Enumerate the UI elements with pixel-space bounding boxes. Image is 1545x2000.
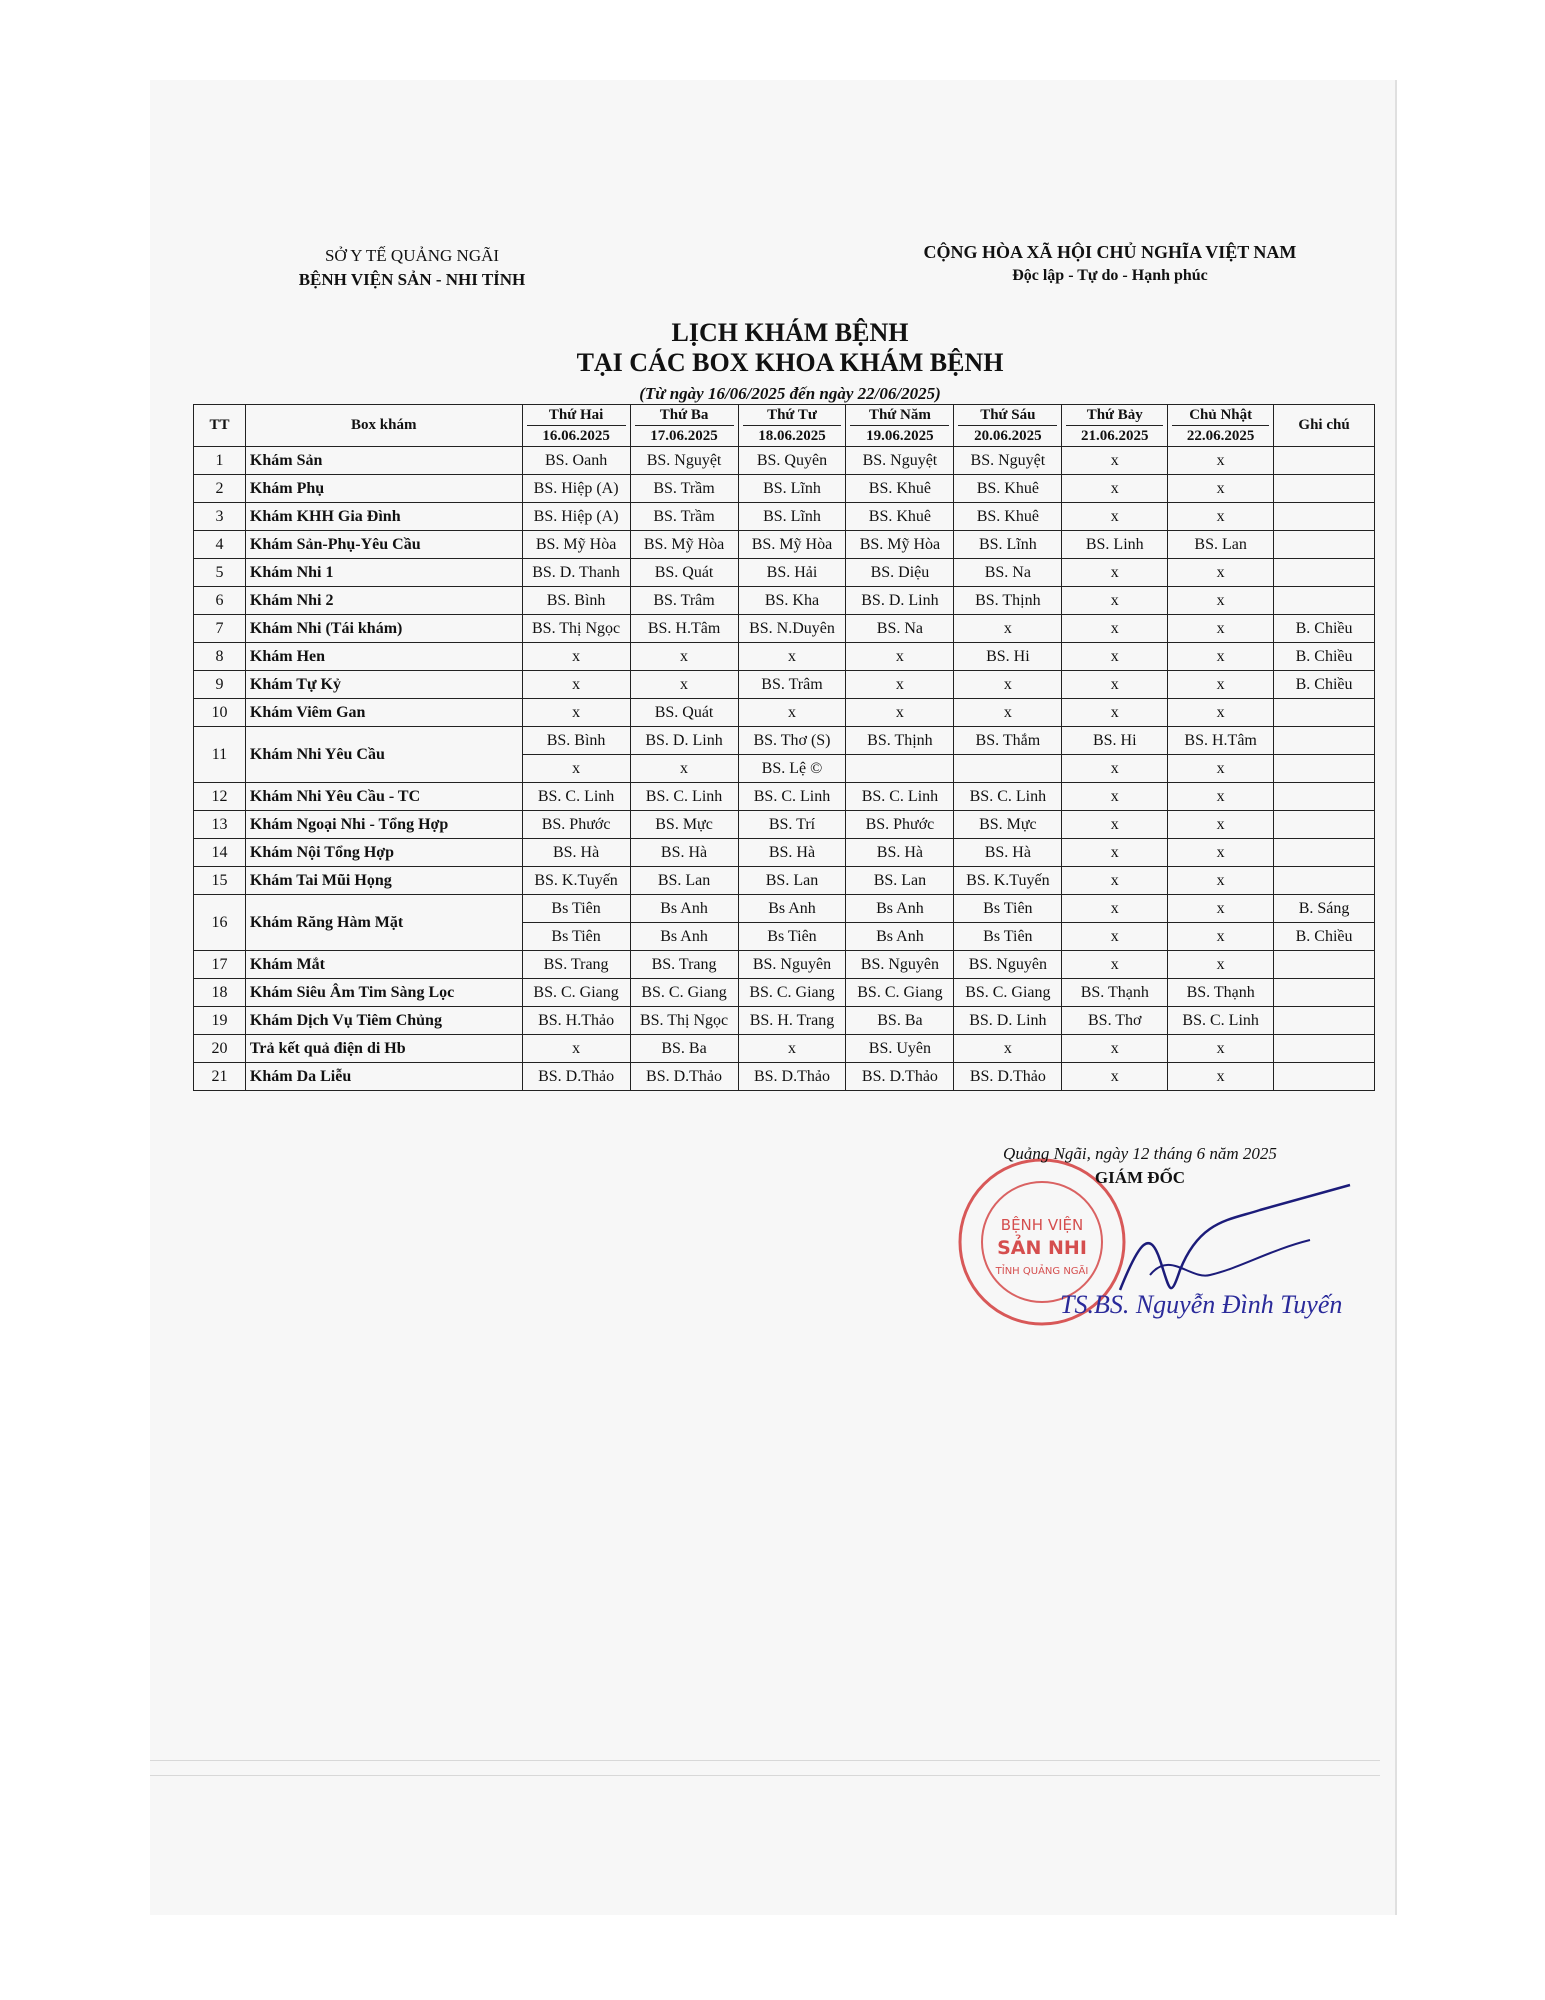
schedule-cell: Bs Anh <box>738 895 846 923</box>
schedule-cell: BS. Nguyệt <box>630 447 738 475</box>
schedule-cell: x <box>1062 867 1168 895</box>
schedule-cell: Bs Anh <box>630 895 738 923</box>
schedule-cell: BS. Lĩnh <box>738 475 846 503</box>
schedule-cell: x <box>522 643 630 671</box>
schedule-cell: BS. D.Thảo <box>738 1063 846 1091</box>
table-row <box>194 447 1375 475</box>
schedule-cell: BS. C. Linh <box>738 783 846 811</box>
schedule-cell: BS. Mỹ Hòa <box>630 531 738 559</box>
schedule-cell: x <box>738 1035 846 1063</box>
day-label: Thứ Sáu <box>980 407 1036 423</box>
note-cell <box>1274 531 1375 559</box>
header-right <box>880 240 1340 288</box>
schedule-cell: x <box>954 671 1062 699</box>
row-number: 7 <box>194 615 246 643</box>
schedule-cell: x <box>630 671 738 699</box>
header-day-7 <box>1168 405 1274 447</box>
day-label: Thứ Hai <box>548 407 604 423</box>
table-row <box>194 1007 1375 1035</box>
schedule-cell: BS. Lệ © <box>738 755 846 783</box>
row-number: 21 <box>194 1063 246 1091</box>
row-number: 17 <box>194 951 246 979</box>
national-motto: Độc lập - Tự do - Hạnh phúc <box>1012 267 1208 284</box>
schedule-cell: x <box>1062 755 1168 783</box>
schedule-cell: BS. Nguyệt <box>954 447 1062 475</box>
schedule-cell: BS. Quát <box>630 699 738 727</box>
schedule-cell: BS. Oanh <box>522 447 630 475</box>
schedule-cell: BS. D.Thảo <box>522 1063 630 1091</box>
table-row <box>194 587 1375 615</box>
schedule-cell: BS. Hiệp (A) <box>522 503 630 531</box>
schedule-cell: BS. Lan <box>630 867 738 895</box>
schedule-cell: Bs Tiên <box>954 923 1062 951</box>
schedule-cell: BS. D.Thảo <box>630 1063 738 1091</box>
schedule-cell: Bs Tiên <box>522 923 630 951</box>
schedule-cell: x <box>1168 951 1274 979</box>
schedule-cell: x <box>1168 867 1274 895</box>
schedule-cell: x <box>630 755 738 783</box>
table-row <box>194 839 1375 867</box>
header-day-1 <box>522 405 630 447</box>
note-cell: B. Chiều <box>1274 643 1375 671</box>
schedule-cell: BS. Hi <box>1062 727 1168 755</box>
schedule-cell: BS. C. Giang <box>846 979 954 1007</box>
schedule-cell: BS. Thị Ngọc <box>522 615 630 643</box>
table-row <box>194 895 1375 923</box>
note-cell <box>1274 727 1375 755</box>
schedule-cell: x <box>522 755 630 783</box>
table-row <box>194 867 1375 895</box>
schedule-cell: BS. Khuê <box>954 503 1062 531</box>
schedule-cell: BS. Phước <box>846 811 954 839</box>
schedule-cell: x <box>1168 503 1274 531</box>
box-name: Khám Sản-Phụ-Yêu Cầu <box>245 531 522 559</box>
schedule-cell: BS. Trầm <box>630 503 738 531</box>
faint-divider <box>150 1760 1380 1761</box>
box-name: Khám Nhi 2 <box>245 587 522 615</box>
row-number: 11 <box>194 727 246 783</box>
box-name: Khám Nhi Yêu Cầu - TC <box>245 783 522 811</box>
schedule-cell: BS. Trí <box>738 811 846 839</box>
schedule-cell: BS. Thắm <box>954 727 1062 755</box>
note-cell <box>1274 783 1375 811</box>
schedule-cell: BS. Thịnh <box>846 727 954 755</box>
header-day-6 <box>1062 405 1168 447</box>
schedule-cell: x <box>846 699 954 727</box>
note-cell <box>1274 1035 1375 1063</box>
schedule-table <box>193 404 1375 1091</box>
schedule-cell: BS. Nguyệt <box>846 447 954 475</box>
schedule-cell: BS. Lĩnh <box>738 503 846 531</box>
day-date: 17.06.2025 <box>635 425 734 446</box>
signer-role: GIÁM ĐỐC <box>1094 1168 1186 1187</box>
schedule-cell: BS. Diệu <box>846 559 954 587</box>
date-range: (Từ ngày 16/06/2025 đến ngày 22/06/2025) <box>639 384 941 403</box>
schedule-cell: BS. D. Linh <box>954 1007 1062 1035</box>
signer-name: TS.BS. Nguyễn Đình Tuyến <box>1060 1290 1343 1319</box>
schedule-cell: x <box>954 699 1062 727</box>
note-cell <box>1274 951 1375 979</box>
header-left <box>262 244 562 292</box>
schedule-cell: x <box>954 1035 1062 1063</box>
row-number: 19 <box>194 1007 246 1035</box>
schedule-cell: BS. Trang <box>522 951 630 979</box>
header-tt: TT <box>194 405 246 447</box>
schedule-cell: BS. Hà <box>630 839 738 867</box>
schedule-cell: x <box>1168 587 1274 615</box>
row-number: 3 <box>194 503 246 531</box>
box-name: Trả kết quả điện di Hb <box>245 1035 522 1063</box>
schedule-cell: x <box>1168 755 1274 783</box>
schedule-cell: BS. D. Linh <box>630 727 738 755</box>
schedule-cell: BS. D. Linh <box>846 587 954 615</box>
schedule-cell: x <box>630 643 738 671</box>
schedule-cell: BS. C. Giang <box>954 979 1062 1007</box>
schedule-cell: BS. Thạnh <box>1168 979 1274 1007</box>
schedule-cell: x <box>1168 447 1274 475</box>
schedule-cell: x <box>1062 1035 1168 1063</box>
day-label: Thứ Tư <box>767 407 817 423</box>
schedule-cell: BS. Hà <box>954 839 1062 867</box>
box-name: Khám Sản <box>245 447 522 475</box>
table-row <box>194 1063 1375 1091</box>
schedule-cell: x <box>1168 839 1274 867</box>
schedule-cell: BS. Phước <box>522 811 630 839</box>
table-row <box>194 951 1375 979</box>
table-row <box>194 699 1375 727</box>
schedule-cell: x <box>954 615 1062 643</box>
schedule-cell: x <box>1062 615 1168 643</box>
schedule-cell: BS. C. Giang <box>522 979 630 1007</box>
schedule-cell: BS. D. Thanh <box>522 559 630 587</box>
schedule-cell: BS. D.Thảo <box>846 1063 954 1091</box>
schedule-cell: x <box>1168 783 1274 811</box>
schedule-cell: x <box>1168 643 1274 671</box>
note-cell <box>1274 587 1375 615</box>
note-cell <box>1274 559 1375 587</box>
schedule-cell: BS. Trâm <box>738 671 846 699</box>
note-cell <box>1274 447 1375 475</box>
schedule-cell: x <box>1062 951 1168 979</box>
schedule-cell: BS. Thịnh <box>954 587 1062 615</box>
header-day-2 <box>630 405 738 447</box>
table-row <box>194 811 1375 839</box>
table-row <box>194 783 1375 811</box>
box-name: Khám Tai Mũi Họng <box>245 867 522 895</box>
schedule-cell: BS. Ba <box>630 1035 738 1063</box>
schedule-cell: BS. Hi <box>954 643 1062 671</box>
row-number: 18 <box>194 979 246 1007</box>
schedule-cell: BS. Hiệp (A) <box>522 475 630 503</box>
row-number: 20 <box>194 1035 246 1063</box>
schedule-cell: BS. Na <box>954 559 1062 587</box>
schedule-cell: BS. C. Linh <box>522 783 630 811</box>
note-cell: B. Chiều <box>1274 923 1375 951</box>
schedule-cell: BS. K.Tuyến <box>954 867 1062 895</box>
schedule-cell: BS. Mỹ Hòa <box>522 531 630 559</box>
table-header-row <box>194 405 1375 447</box>
table-row <box>194 727 1375 755</box>
svg-text:SẢN NHI: SẢN NHI <box>997 1237 1087 1259</box>
table-row <box>194 475 1375 503</box>
schedule-cell: Bs Anh <box>846 895 954 923</box>
schedule-cell: x <box>1062 475 1168 503</box>
schedule-cell: Bs Tiên <box>738 923 846 951</box>
schedule-cell: x <box>1062 559 1168 587</box>
note-cell: B. Chiều <box>1274 615 1375 643</box>
note-cell <box>1274 979 1375 1007</box>
row-number: 5 <box>194 559 246 587</box>
table-row <box>194 559 1375 587</box>
schedule-cell: BS. Thạnh <box>1062 979 1168 1007</box>
faint-divider <box>150 1775 1380 1776</box>
schedule-cell: BS. Khuê <box>954 475 1062 503</box>
note-cell <box>1274 1063 1375 1091</box>
schedule-cell: x <box>522 671 630 699</box>
department-name: SỞ Y TẾ QUẢNG NGÃI <box>324 246 500 265</box>
day-date: 19.06.2025 <box>850 425 949 446</box>
national-title: CỘNG HÒA XÃ HỘI CHỦ NGHĨA VIỆT NAM <box>923 242 1297 262</box>
row-number: 15 <box>194 867 246 895</box>
place-date: Quảng Ngãi, ngày 12 tháng 6 năm 2025 <box>1003 1144 1277 1163</box>
row-number: 13 <box>194 811 246 839</box>
note-cell <box>1274 811 1375 839</box>
schedule-cell: BS. Mực <box>630 811 738 839</box>
box-name: Khám Nội Tổng Hợp <box>245 839 522 867</box>
schedule-cell: x <box>738 699 846 727</box>
table-row <box>194 671 1375 699</box>
schedule-cell: x <box>1062 699 1168 727</box>
schedule-cell: BS. K.Tuyến <box>522 867 630 895</box>
table-row <box>194 979 1375 1007</box>
row-number: 9 <box>194 671 246 699</box>
row-number: 12 <box>194 783 246 811</box>
schedule-cell: x <box>1062 783 1168 811</box>
schedule-cell: BS. Mỹ Hòa <box>846 531 954 559</box>
schedule-cell: BS. N.Duyên <box>738 615 846 643</box>
day-date: 18.06.2025 <box>743 425 842 446</box>
schedule-cell: x <box>1062 671 1168 699</box>
schedule-cell: x <box>522 699 630 727</box>
schedule-cell: x <box>1168 699 1274 727</box>
note-cell <box>1274 699 1375 727</box>
schedule-cell: BS. H.Thảo <box>522 1007 630 1035</box>
header-day-5 <box>954 405 1062 447</box>
schedule-cell: x <box>1062 587 1168 615</box>
schedule-cell: x <box>1062 923 1168 951</box>
schedule-cell: BS. H.Tâm <box>630 615 738 643</box>
schedule-cell: BS. C. Linh <box>630 783 738 811</box>
schedule-cell: BS. H.Tâm <box>1168 727 1274 755</box>
schedule-cell: BS. Trâm <box>630 587 738 615</box>
note-cell <box>1274 1007 1375 1035</box>
document-title <box>470 318 1110 378</box>
note-cell <box>1274 839 1375 867</box>
schedule-cell: BS. Nguyên <box>846 951 954 979</box>
box-name: Khám Nhi Yêu Cầu <box>245 727 522 783</box>
signature-block <box>960 1142 1320 1190</box>
schedule-cell: x <box>1168 559 1274 587</box>
schedule-cell: BS. Nguyên <box>954 951 1062 979</box>
day-date: 21.06.2025 <box>1066 425 1163 446</box>
schedule-cell: BS. Nguyên <box>738 951 846 979</box>
schedule-cell: BS. Kha <box>738 587 846 615</box>
row-number: 2 <box>194 475 246 503</box>
day-date: 16.06.2025 <box>527 425 626 446</box>
schedule-cell: x <box>1062 811 1168 839</box>
schedule-cell: Bs Anh <box>630 923 738 951</box>
schedule-cell: BS. Hà <box>738 839 846 867</box>
schedule-cell: BS. C. Linh <box>1168 1007 1274 1035</box>
schedule-cell: Bs Tiên <box>522 895 630 923</box>
schedule-cell: BS. H. Trang <box>738 1007 846 1035</box>
schedule-cell: BS. Na <box>846 615 954 643</box>
schedule-cell: BS. Lan <box>1168 531 1274 559</box>
schedule-cell: BS. Ba <box>846 1007 954 1035</box>
schedule-cell: BS. Lan <box>738 867 846 895</box>
row-number: 10 <box>194 699 246 727</box>
title-line-2: TẠI CÁC BOX KHOA KHÁM BỆNH <box>576 348 1004 377</box>
day-label: Thứ Năm <box>868 407 931 423</box>
schedule-cell: BS. C. Linh <box>846 783 954 811</box>
box-name: Khám Răng Hàm Mặt <box>245 895 522 951</box>
schedule-cell: BS. Trang <box>630 951 738 979</box>
day-date: 20.06.2025 <box>958 425 1057 446</box>
row-number: 14 <box>194 839 246 867</box>
schedule-cell: x <box>846 643 954 671</box>
schedule-cell: BS. Bình <box>522 587 630 615</box>
schedule-cell: x <box>1062 1063 1168 1091</box>
schedule-cell: BS. Lĩnh <box>954 531 1062 559</box>
row-number: 4 <box>194 531 246 559</box>
schedule-cell: x <box>846 671 954 699</box>
schedule-cell: BS. Khuê <box>846 503 954 531</box>
box-name: Khám Viêm Gan <box>245 699 522 727</box>
header-day-3 <box>738 405 846 447</box>
box-name: Khám Mắt <box>245 951 522 979</box>
schedule-cell: BS. Khuê <box>846 475 954 503</box>
box-name: Khám Da Liễu <box>245 1063 522 1091</box>
box-name: Khám Hen <box>245 643 522 671</box>
row-number: 6 <box>194 587 246 615</box>
box-name: Khám Tự Kỷ <box>245 671 522 699</box>
schedule-cell: BS. Mỹ Hòa <box>738 531 846 559</box>
box-name: Khám Nhi (Tái khám) <box>245 615 522 643</box>
schedule-cell: BS. D.Thảo <box>954 1063 1062 1091</box>
schedule-cell: x <box>1062 447 1168 475</box>
schedule-cell: x <box>1168 615 1274 643</box>
schedule-cell: Bs Anh <box>846 923 954 951</box>
schedule-cell: BS. Quyên <box>738 447 846 475</box>
box-name: Khám Phụ <box>245 475 522 503</box>
day-label: Thứ Ba <box>659 407 709 423</box>
schedule-cell: x <box>738 643 846 671</box>
box-name: Khám KHH Gia Đình <box>245 503 522 531</box>
note-cell: B. Chiều <box>1274 671 1375 699</box>
schedule-cell: BS. Thị Ngọc <box>630 1007 738 1035</box>
table-row <box>194 503 1375 531</box>
schedule-cell: BS. Lan <box>846 867 954 895</box>
schedule-cell <box>954 755 1062 783</box>
schedule-cell: BS. Thơ <box>1062 1007 1168 1035</box>
table-row <box>194 531 1375 559</box>
schedule-cell <box>846 755 954 783</box>
schedule-cell: BS. Bình <box>522 727 630 755</box>
schedule-cell: BS. Hà <box>846 839 954 867</box>
header-note: Ghi chú <box>1274 405 1375 447</box>
row-number: 1 <box>194 447 246 475</box>
schedule-cell: x <box>1168 1035 1274 1063</box>
note-cell <box>1274 475 1375 503</box>
schedule-cell: x <box>1168 923 1274 951</box>
schedule-cell: BS. Thơ (S) <box>738 727 846 755</box>
note-cell <box>1274 755 1375 783</box>
schedule-cell: x <box>522 1035 630 1063</box>
schedule-cell: x <box>1168 671 1274 699</box>
schedule-cell: BS. Mực <box>954 811 1062 839</box>
schedule-cell: x <box>1168 811 1274 839</box>
note-cell <box>1274 867 1375 895</box>
box-name: Khám Dịch Vụ Tiêm Chủng <box>245 1007 522 1035</box>
table-row <box>194 615 1375 643</box>
svg-text:TỈNH QUẢNG NGÃI: TỈNH QUẢNG NGÃI <box>995 1266 1089 1277</box>
schedule-cell: BS. C. Linh <box>954 783 1062 811</box>
schedule-cell: BS. Quát <box>630 559 738 587</box>
title-line-1: LỊCH KHÁM BỆNH <box>671 318 909 347</box>
schedule-cell: x <box>1062 503 1168 531</box>
schedule-cell: x <box>1168 1063 1274 1091</box>
row-number: 8 <box>194 643 246 671</box>
day-label: Thứ Bảy <box>1086 407 1143 423</box>
note-cell: B. Sáng <box>1274 895 1375 923</box>
schedule-cell: BS. Hà <box>522 839 630 867</box>
schedule-cell: BS. C. Giang <box>738 979 846 1007</box>
box-name: Khám Siêu Âm Tim Sàng Lọc <box>245 979 522 1007</box>
schedule-cell: x <box>1168 475 1274 503</box>
note-cell <box>1274 503 1375 531</box>
schedule-cell: BS. Trầm <box>630 475 738 503</box>
hospital-name: BỆNH VIỆN SẢN - NHI TỈNH <box>298 270 526 289</box>
row-number: 16 <box>194 895 246 951</box>
header-box: Box khám <box>245 405 522 447</box>
schedule-cell: BS. Linh <box>1062 531 1168 559</box>
box-name: Khám Ngoại Nhi - Tổng Hợp <box>245 811 522 839</box>
schedule-cell: x <box>1168 895 1274 923</box>
schedule-cell: Bs Tiên <box>954 895 1062 923</box>
schedule-cell: x <box>1062 643 1168 671</box>
header-day-4 <box>846 405 954 447</box>
schedule-cell: x <box>1062 839 1168 867</box>
day-label: Chủ Nhật <box>1189 407 1253 423</box>
day-date: 22.06.2025 <box>1172 425 1269 446</box>
box-name: Khám Nhi 1 <box>245 559 522 587</box>
table-row <box>194 1035 1375 1063</box>
schedule-cell: x <box>1062 895 1168 923</box>
schedule-cell: BS. Hải <box>738 559 846 587</box>
schedule-cell: BS. C. Giang <box>630 979 738 1007</box>
table-row <box>194 643 1375 671</box>
svg-text:BỆNH VIỆN: BỆNH VIỆN <box>1000 1216 1084 1234</box>
schedule-cell: BS. Uyên <box>846 1035 954 1063</box>
